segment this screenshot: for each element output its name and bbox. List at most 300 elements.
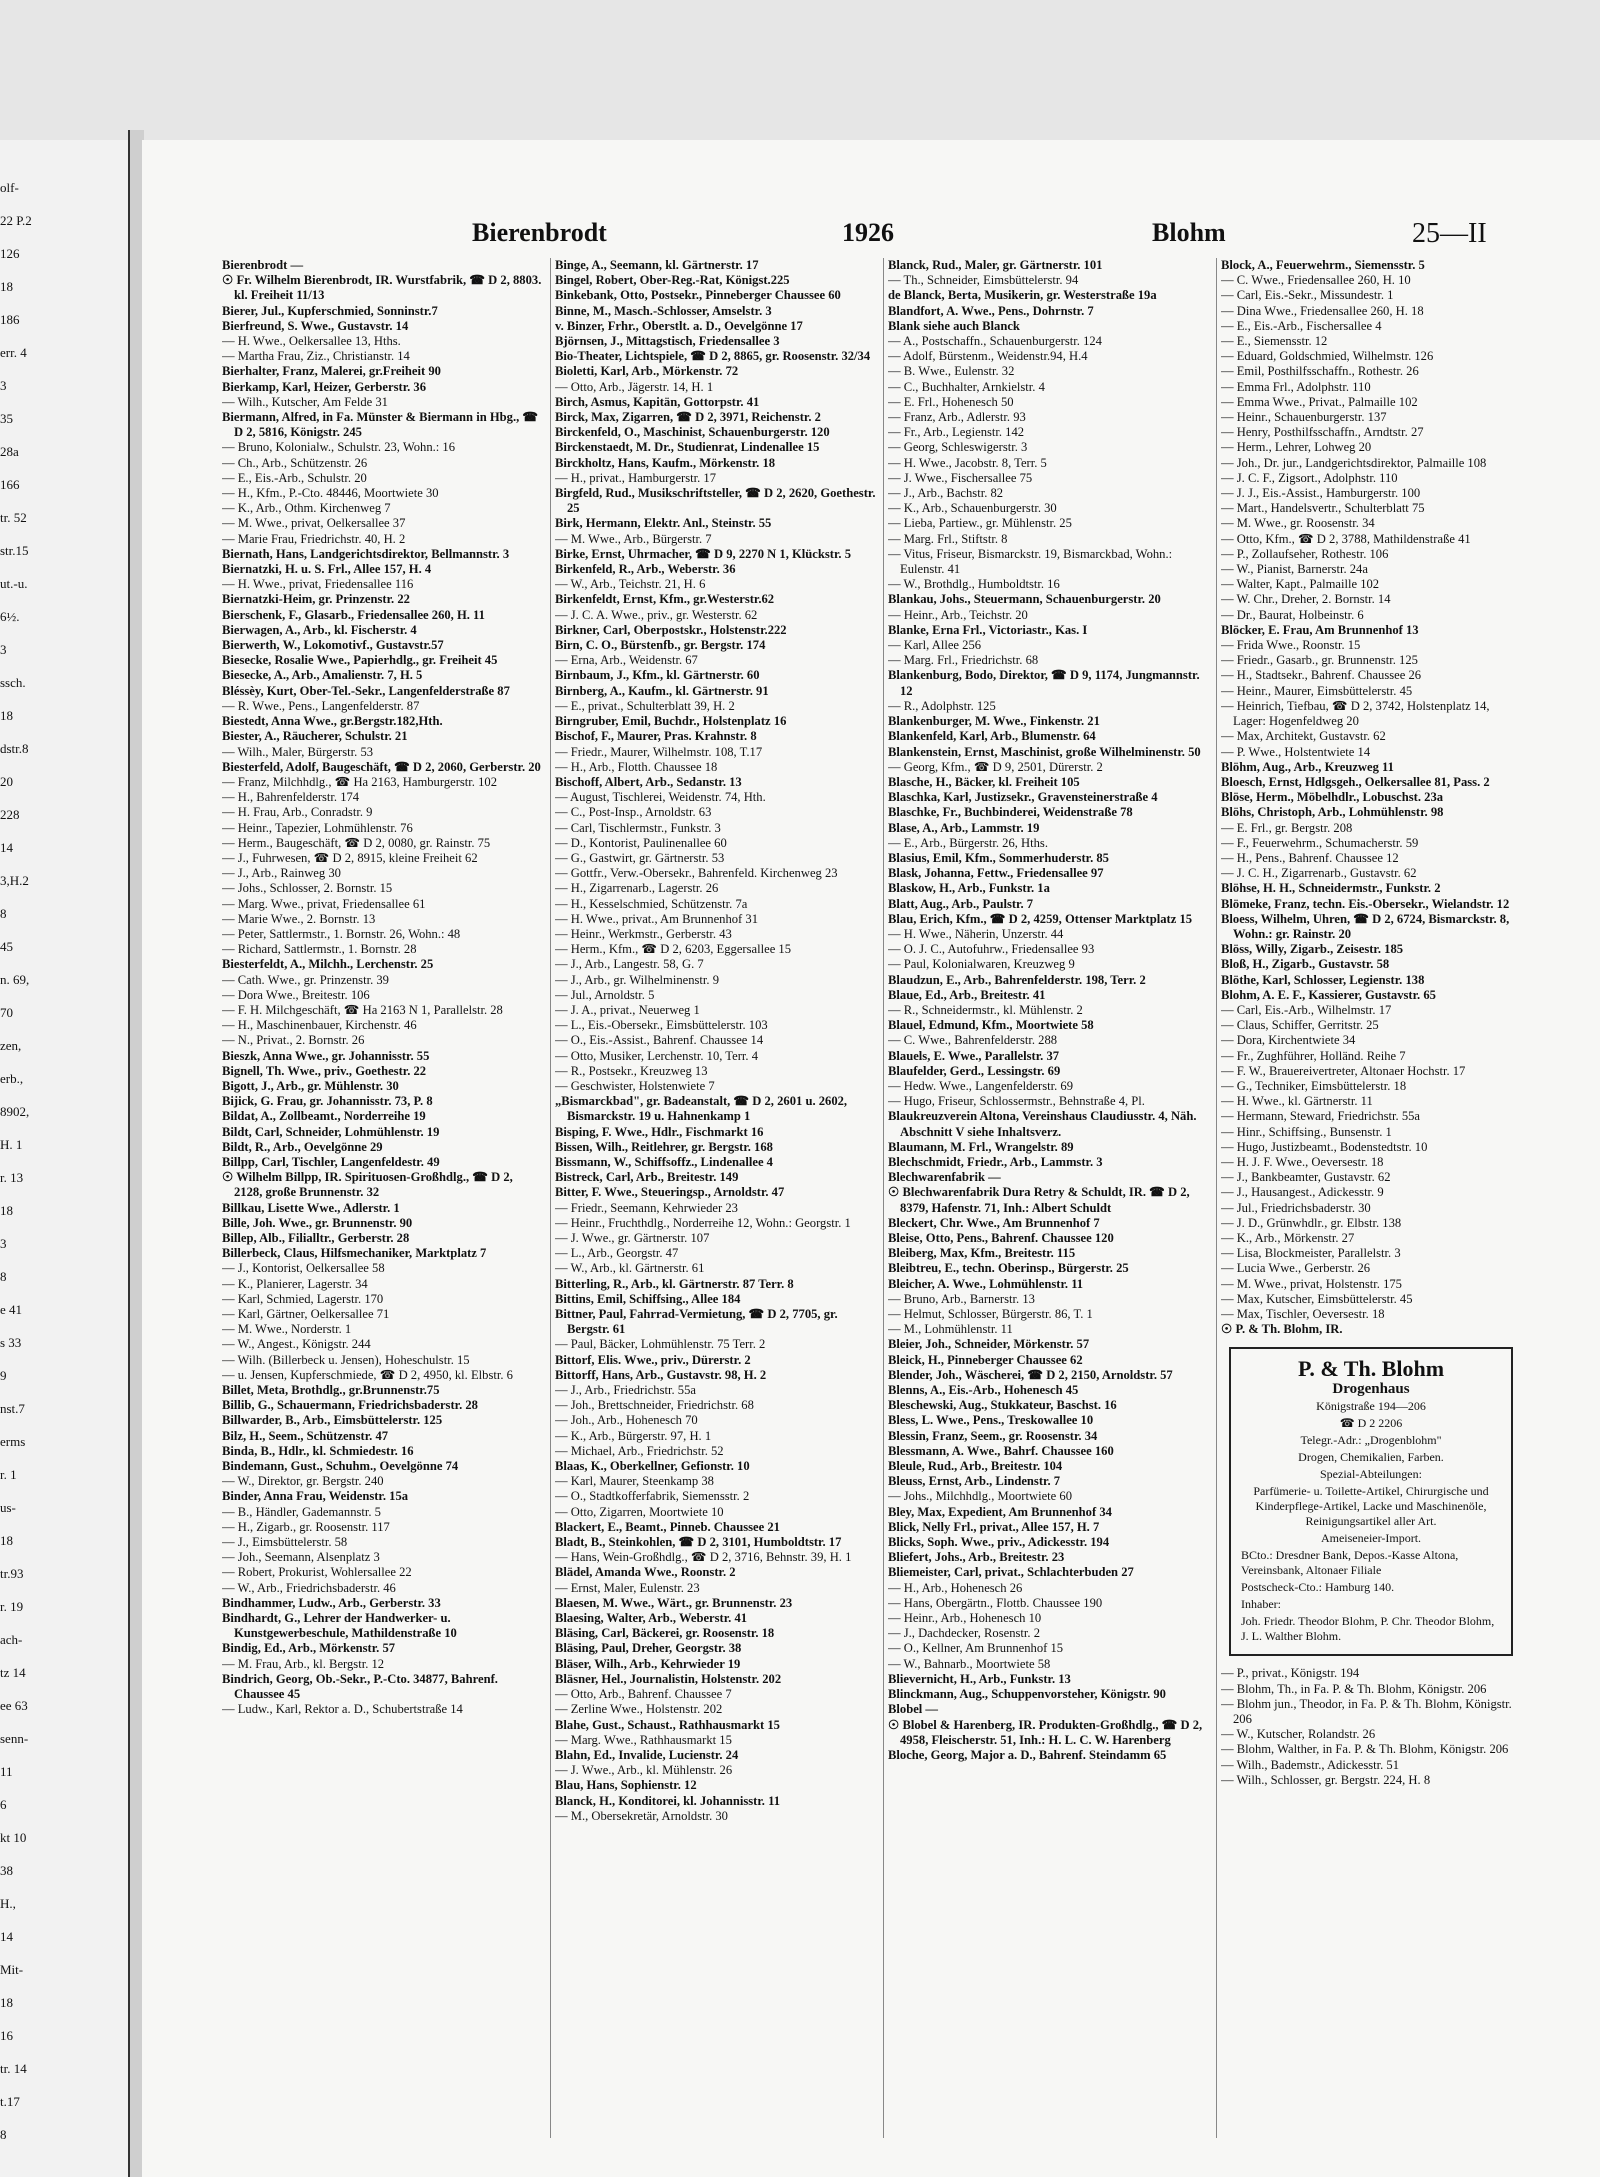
directory-entry: — Herm., Lehrer, Lohweg 20 [1221, 440, 1372, 455]
directory-entry: Birckenstaedt, M. Dr., Studienrat, Lindenallee 15 [555, 440, 820, 455]
adjacent-page-fragment: 8 [0, 906, 7, 921]
directory-entry: Blechwarenfabrik — [888, 1170, 1001, 1185]
directory-entry: Birkenfeld, R., Arb., Weberstr. 36 [555, 562, 736, 577]
directory-entry: Bierenbrodt — [222, 258, 304, 272]
directory-entry: Bitter, F. Wwe., Steueringsp., Arnoldstr. 47 [555, 1185, 785, 1200]
directory-entry: — M. Wwe., privat, Oelkersallee 37 [222, 516, 406, 531]
directory-entry: — Marg. Frl., Friedrichstr. 68 [888, 653, 1039, 668]
directory-entry: — M. Frau, Arb., kl. Bergstr. 12 [222, 1656, 385, 1671]
directory-entry: — F., Feuerwehrm., Schumacherstr. 59 [1221, 835, 1419, 850]
directory-entry: — Marie Frau, Friedrichstr. 40, H. 2 [222, 531, 406, 546]
directory-entry: Blask, Johanna, Fettw., Friedensallee 97 [888, 866, 1104, 881]
adjacent-page-fragment: zen, [0, 1038, 22, 1053]
directory-entry: ☉ Blobel & Harenberg, IR. Produkten-Großhdlg., ☎ D 2, 4958, Fleischerstr. 51, Inh.: H. L. C. W. Harenberg [888, 1717, 1203, 1747]
directory-entry: — Hans, Wein-Großhdlg., ☎ D 2, 3716, Behnstr. 39, H. 1 [555, 1550, 852, 1565]
directory-entry: — J. C. F., Zigsort., Adolphstr. 110 [1221, 470, 1398, 485]
directory-entry: — G., Techniker, Eimsbüttelerstr. 18 [1221, 1078, 1407, 1093]
directory-entry: de Blanck, Berta, Musikerin, gr. Westerstraße 19a [888, 288, 1157, 303]
directory-entry: Birke, Ernst, Uhrmacher, ☎ D 9, 2270 N 1, Klückstr. 5 [555, 546, 852, 561]
directory-entry: Birckenfeld, O., Maschinist, Schauenburgerstr. 120 [555, 425, 830, 440]
directory-entry: Binda, B., Hdlr., kl. Schmiedestr. 16 [222, 1443, 414, 1458]
directory-entry: Bissmann, W., Schiffsoffz., Lindenallee 4 [555, 1154, 773, 1169]
adjacent-page-fragment: r. 13 [0, 1170, 24, 1185]
adjacent-page-fragment: 126 [0, 246, 20, 261]
directory-entry: Biernatzki, H. u. S. Frl., Allee 157, H. 4 [222, 562, 432, 577]
directory-entry: — August, Tischlerei, Weidenstr. 74, Hth. [555, 790, 766, 805]
directory-entry: — F. W., Brauereivertreter, Altonaer Hochstr. 17 [1221, 1063, 1466, 1078]
adjacent-page-fragment: 18 [0, 279, 13, 294]
adjacent-page-fragment: senn- [0, 1731, 29, 1746]
directory-entry: Blauel, Edmund, Kfm., Moortwiete 58 [888, 1018, 1094, 1033]
directory-entry: Blanck, H., Konditorei, kl. Johannisstr. 11 [555, 1793, 780, 1808]
directory-entry: — Hinr., Schiffsing., Bunsenstr. 1 [1221, 1124, 1392, 1139]
directory-entry: — Karl, Schmied, Lagerstr. 170 [222, 1291, 384, 1306]
directory-entry: — Georg, Kfm., ☎ D 9, 2501, Dürerstr. 2 [888, 759, 1103, 774]
directory-entry: Bindhammer, Ludw., Arb., Gerberstr. 33 [222, 1595, 441, 1610]
directory-entry: — H. Wwe., privat., Am Brunnenhof 31 [555, 911, 758, 926]
directory-entry: — M. Wwe., Arb., Bürgerstr. 7 [555, 531, 712, 546]
directory-entry: — Joh., Brettschneider, Friedrichstr. 68 [555, 1398, 754, 1413]
page-number: 25—II [1412, 218, 1487, 249]
directory-entry: — Heinr., Maurer, Eimsbüttelerstr. 45 [1221, 683, 1413, 698]
directory-entry: — M., Lohmühlenstr. 11 [888, 1322, 1013, 1337]
adjacent-page-fragment: olf- [0, 180, 19, 195]
directory-entry: Birkenfeldt, Ernst, Kfm., gr.Westerstr.62 [555, 592, 775, 607]
directory-entry: — H., Kfm., P.-Cto. 48446, Moortwiete 30 [222, 486, 439, 501]
adjacent-page-fragment: e 41 [0, 1302, 23, 1317]
directory-entry: Bleschewski, Aug., Stukkateur, Baschst. 16 [888, 1398, 1117, 1413]
adjacent-page-fragment: erb., [0, 1071, 24, 1086]
directory-entry: — Wilh., Kutscher, Am Felde 31 [222, 394, 388, 409]
directory-entry: — Karl, Gärtner, Oelkersallee 71 [222, 1307, 390, 1322]
directory-entry: — Th., Schneider, Eimsbüttelerstr. 94 [888, 273, 1079, 288]
adjacent-page-fragment: ssch. [0, 675, 26, 690]
directory-entry: Biesecke, Rosalie Wwe., Papierhdlg., gr. Freiheit 45 [222, 653, 498, 668]
directory-entry: — Herm., Kfm., ☎ D 2, 6203, Eggersallee 15 [555, 942, 792, 957]
directory-entry: — Adolf, Bürstenm., Weidenstr.94, H.4 [888, 349, 1088, 364]
directory-entry: Blank siehe auch Blanck [888, 318, 1020, 333]
directory-entry: Bliemeister, Carl, privat., Schlachterbuden 27 [888, 1565, 1134, 1580]
directory-entry: Bille, Joh. Wwe., gr. Brunnenstr. 90 [222, 1215, 413, 1230]
directory-entry: — Claus, Schiffer, Gerritstr. 25 [1221, 1018, 1379, 1033]
directory-entry: Biermann, Alfred, in Fa. Münster & Biermann in Hbg., ☎ D 2, 5816, Königstr. 245 [222, 410, 539, 440]
adjacent-page-fragment: 9 [0, 1368, 7, 1383]
directory-entry: ☉ P. & Th. Blohm, IR. [1221, 1322, 1343, 1337]
directory-entry: Blobel — [888, 1702, 939, 1717]
directory-entry: — Erna, Arb., Weidenstr. 67 [555, 653, 698, 668]
adjacent-page-fragment: 8 [0, 2127, 7, 2142]
directory-entry: — K., Arb., Othm. Kirchenweg 7 [222, 501, 391, 516]
directory-entry: — Bruno, Arb., Barnerstr. 13 [888, 1291, 1035, 1306]
directory-entry: — Helmut, Schlosser, Bürgerstr. 86, T. 1 [888, 1307, 1093, 1322]
directory-entry: — Friedr., Gasarb., gr. Brunnenstr. 125 [1221, 653, 1418, 668]
directory-entry: — Blohm, Th., in Fa. P. & Th. Blohm, Königstr. 206 [1221, 1681, 1487, 1696]
directory-entry: — Michael, Arb., Friedrichstr. 52 [555, 1443, 724, 1458]
directory-entry: Binkebank, Otto, Postsekr., Pinneberger Chaussee 60 [555, 288, 841, 303]
directory-entry: — Geschwister, Holstenwiete 7 [555, 1078, 715, 1093]
adjacent-page-fragment: H. 1 [0, 1137, 23, 1152]
directory-entry: — Friedr., Seemann, Kehrwieder 23 [555, 1200, 738, 1215]
directory-entry: — E., privat., Schulterblatt 39, H. 2 [555, 698, 735, 713]
directory-entry: Blaesing, Walter, Arb., Weberstr. 41 [555, 1611, 748, 1626]
directory-entry: Bio-Theater, Lichtspiele, ☎ D 2, 8865, gr. Roosenstr. 32/34 [555, 349, 871, 364]
directory-entry: Bloess, Wilhelm, Uhren, ☎ D 2, 6724, Bismarckstr. 8, Wohn.: gr. Rainstr. 20 [1221, 911, 1510, 941]
directory-entry: Birck, Max, Zigarren, ☎ D 2, 3971, Reichenstr. 2 [555, 410, 821, 425]
directory-entry: Blaschka, Karl, Justizsekr., Gravensteinerstraße 4 [888, 790, 1158, 805]
directory-entry: — Marg. Wwe., Rathhausmarkt 15 [555, 1732, 732, 1747]
directory-entry: — Wilh. (Billerbeck u. Jensen), Hoheschulstr. 15 [222, 1352, 470, 1367]
adjacent-page-fragment: tr.93 [0, 1566, 24, 1581]
directory-entry: Bläser, Wilh., Arb., Kehrwieder 19 [555, 1656, 741, 1671]
directory-entry: Bindemann, Gust., Schuhm., Oevelgönne 74 [222, 1459, 459, 1474]
directory-entry: Binge, A., Seemann, kl. Gärtnerstr. 17 [555, 258, 759, 272]
adjacent-page-fragment: us- [0, 1500, 16, 1515]
directory-entry: Blasius, Emil, Kfm., Sommerhuderstr. 85 [888, 850, 1109, 865]
directory-entry: — B., Händler, Gademannstr. 5 [222, 1504, 381, 1519]
directory-entry: Bläsing, Carl, Bäckerei, gr. Roosenstr. 18 [555, 1626, 775, 1641]
directory-entry: — Richard, Sattlermstr., 1. Bornstr. 28 [222, 942, 417, 957]
directory-entry: Blessin, Franz, Seem., gr. Roosenstr. 34 [888, 1428, 1098, 1443]
adjacent-page-fragment: str.15 [0, 543, 29, 558]
directory-entry: Blanke, Erna Frl., Victoriastr., Kas. I [888, 622, 1088, 637]
ad-goods: Drogen, Chemikalien, Farben. [1298, 1450, 1444, 1465]
running-head-right: Blohm [1152, 218, 1226, 247]
directory-entry: — K., Arb., Schauenburgerstr. 30 [888, 501, 1057, 516]
directory-entry: v. Binzer, Frhr., Oberstlt. a. D., Oevelgönne 17 [555, 318, 803, 333]
directory-entry: Blaudzun, E., Arb., Bahrenfelderstr. 198, Terr. 2 [888, 972, 1146, 987]
directory-entry: Blanck, Rud., Maler, gr. Gärtnerstr. 101 [888, 258, 1103, 272]
directory-entry: Billkau, Lisette Wwe., Adlerstr. 1 [222, 1200, 400, 1215]
directory-entry: — J., Arb., Langestr. 58, G. 7 [555, 957, 704, 972]
directory-entry: Bleise, Otto, Pens., Bahrenf. Chaussee 120 [888, 1231, 1114, 1245]
adjacent-page-fragment: 8902, [0, 1104, 30, 1119]
directory-entry: — L., Arb., Georgstr. 47 [555, 1246, 679, 1261]
adjacent-page-fragment: kt 10 [0, 1830, 27, 1845]
directory-entry: Biernath, Hans, Landgerichtsdirektor, Bellmannstr. 3 [222, 546, 510, 561]
directory-entry: — R., Adolphstr. 125 [888, 698, 996, 713]
directory-entry: — W., Arb., kl. Gärtnerstr. 61 [555, 1261, 705, 1276]
directory-entry: — W. Chr., Dreher, 2. Bornstr. 14 [1221, 592, 1391, 607]
directory-entry: Billib, G., Schauermann, Friedrichsbaderstr. 28 [222, 1398, 478, 1413]
directory-entry: — J., Bankbeamter, Gustavstr. 62 [1221, 1170, 1391, 1185]
directory-entry: Bierschenk, F., Glasarb., Friedensallee 260, H. 11 [222, 607, 485, 622]
directory-entry: Bléssèy, Kurt, Ober-Tel.-Sekr., Langenfelderstraße 87 [222, 683, 510, 698]
directory-entry: Blöcker, E. Frau, Am Brunnenhof 13 [1221, 622, 1419, 637]
directory-entry: — Heinr., Werkmstr., Gerberstr. 43 [555, 926, 732, 941]
directory-entry: — Lisa, Blockmeister, Parallelstr. 3 [1221, 1246, 1401, 1261]
directory-entry: Blicks, Soph. Wwe., priv., Adickesstr. 194 [888, 1535, 1110, 1550]
directory-entry: — Franz, Milchhdlg., ☎ Ha 2163, Hamburgerstr. 102 [222, 774, 497, 789]
directory-entry: — Bruno, Kolonialw., Schulstr. 23, Wohn.: 16 [222, 440, 456, 455]
directory-entry: — C. Wwe., Bahrenfelderstr. 288 [888, 1033, 1058, 1048]
directory-entry: — Emma Wwe., Privat., Palmaille 102 [1221, 394, 1418, 409]
adjacent-page-fragment: 8 [0, 1269, 7, 1284]
ad-phone: ☎ D 2 2206 [1339, 1416, 1403, 1431]
directory-entry: — H. Wwe., Jacobstr. 8, Terr. 5 [888, 455, 1047, 470]
directory-entry: — H., Kesselschmied, Schützenstr. 7a [555, 896, 748, 911]
directory-entry: Blaumann, M. Frl., Wrangelstr. 89 [888, 1139, 1074, 1154]
running-head-left: Bierenbrodt [472, 218, 607, 247]
directory-entry: — Carl, Tischlermstr., Funkstr. 3 [555, 820, 721, 835]
adjacent-page-fragment: 3 [0, 378, 7, 393]
directory-entry: Blaesen, M. Wwe., Wärt., gr. Brunnenstr. 23 [555, 1595, 793, 1610]
adjacent-page-fragment: 3 [0, 1236, 7, 1251]
directory-entry: — C., Buchhalter, Arnkielstr. 4 [888, 379, 1045, 394]
directory-entry: — Hans, Obergärtn., Flottb. Chaussee 190 [888, 1595, 1103, 1610]
directory-entry: Bingel, Robert, Ober-Reg.-Rat, Königst.225 [555, 273, 790, 288]
directory-entry: — J., Fuhrwesen, ☎ D 2, 8915, kleine Freiheit 62 [222, 850, 478, 865]
adjacent-page-fragment: tr. 14 [0, 2061, 27, 2076]
ad-telegram: Telegr.-Adr.: „Drogenblohm" [1300, 1433, 1442, 1448]
directory-entry: — M., Obersekretär, Arnoldstr. 30 [555, 1808, 728, 1823]
directory-entry: — E., Arb., Bürgerstr. 26, Hths. [888, 835, 1048, 850]
directory-entry: Blackert, E., Beamt., Pinneb. Chaussee 21 [555, 1519, 780, 1534]
directory-entry: — J., Kontorist, Oelkersallee 58 [222, 1261, 385, 1276]
directory-entry: Blöss, Willy, Zigarb., Zeisestr. 185 [1221, 942, 1404, 957]
directory-entry: Billpp, Carl, Tischler, Langenfeldestr. 49 [222, 1154, 440, 1169]
directory-entry: Blohm, A. E. F., Kassierer, Gustavstr. 65 [1221, 987, 1436, 1002]
directory-entry: Blievernicht, H., Arb., Funkstr. 13 [888, 1671, 1071, 1686]
directory-entry: — G., Gastwirt, gr. Gärtnerstr. 53 [555, 850, 725, 865]
directory-entry: — H. J. F. Wwe., Oeversestr. 18 [1221, 1154, 1384, 1169]
directory-entry: — P., Zollaufseher, Rothestr. 106 [1221, 546, 1389, 561]
adjacent-page-fragment: erms [0, 1434, 26, 1449]
ad-banks: BCto.: Dresdner Bank, Depos.-Kasse Altona, Vereinsbank, Altonaer Filiale [1241, 1548, 1459, 1578]
directory-entry: — Hedw. Wwe., Langenfelderstr. 69 [888, 1078, 1074, 1093]
directory-entry: Bleule, Rud., Arb., Breitestr. 104 [888, 1459, 1063, 1474]
directory-entry: Binder, Anna Frau, Weidenstr. 15a [222, 1489, 409, 1504]
directory-entry: Bitterling, R., Arb., kl. Gärtnerstr. 87 Terr. 8 [555, 1276, 794, 1291]
directory-entry: — H. Wwe., kl. Gärtnerstr. 11 [1221, 1094, 1373, 1109]
adjacent-page-fragment: nst.7 [0, 1401, 25, 1416]
directory-entry: Blaukreuzverein Altona, Vereinshaus Claudiusstr. 4, Näh. Abschnitt V siehe Inhaltsverz. [888, 1109, 1197, 1139]
directory-entry: — H. Wwe., Näherin, Unzerstr. 44 [888, 926, 1064, 941]
directory-entry: Bierwagen, A., Arb., kl. Fischerstr. 4 [222, 622, 417, 637]
directory-entry: — Dora Wwe., Breitestr. 106 [222, 987, 370, 1002]
directory-entry: — J. Wwe., Fischersallee 75 [888, 470, 1033, 485]
directory-entry: — Frida Wwe., Roonstr. 15 [1221, 638, 1361, 653]
directory-entry: — H., Pens., Bahrenf. Chaussee 12 [1221, 850, 1399, 865]
directory-entry: — Dora, Kirchentwiete 34 [1221, 1033, 1356, 1048]
directory-entry: Bilz, H., Seem., Schützenstr. 47 [222, 1428, 389, 1443]
directory-entry: — Hugo, Friseur, Schlossermstr., Behnstraße 4, Pl. [888, 1094, 1145, 1109]
directory-entry: Blankenfeld, Karl, Arb., Blumenstr. 64 [888, 729, 1096, 744]
ad-dept-head: Spezial-Abteilungen: [1320, 1467, 1422, 1482]
directory-entry: Bisping, F. Wwe., Hdlr., Fischmarkt 16 [555, 1124, 764, 1139]
adjacent-page-fragment: 6 [0, 1797, 7, 1812]
directory-entry: Bindig, Ed., Arb., Mörkenstr. 57 [222, 1641, 396, 1656]
directory-entry: Biernatzki-Heim, gr. Prinzenstr. 22 [222, 592, 410, 607]
directory-entry: — Marie Wwe., 2. Bornstr. 13 [222, 911, 376, 926]
directory-entry: Birngruber, Emil, Buchdr., Holstenplatz 16 [555, 714, 787, 729]
directory-entry: — Gottfr., Verw.-Obersekr., Bahrenfeld. Kirchenweg 23 [555, 866, 838, 881]
directory-entry: Bläsing, Paul, Dreher, Georgstr. 38 [555, 1641, 742, 1656]
adjacent-page-fragment: err. 4 [0, 345, 27, 360]
directory-entry: — O. J. C., Autofuhrw., Friedensallee 93 [888, 942, 1095, 957]
directory-entry: Billerbeck, Claus, Hilfsmechaniker, Marktplatz 7 [222, 1246, 487, 1261]
ad-address: Königstraße 194—206 [1316, 1399, 1426, 1414]
directory-entry: — P. Wwe., Holstentwiete 14 [1221, 744, 1371, 759]
adjacent-page-fragment: H., [0, 1896, 16, 1911]
directory-entry: — J., Arb., Friedrichstr. 55a [555, 1383, 696, 1398]
ad-title: P. & Th. Blohm [1297, 1356, 1445, 1382]
directory-entry: — W., Kutscher, Rolandstr. 26 [1221, 1727, 1376, 1742]
directory-entry: — Friedr., Maurer, Wilhelmstr. 108, T.17 [555, 744, 763, 759]
directory-entry: Blenns, A., Eis.-Arb., Hohenesch 45 [888, 1383, 1079, 1398]
directory-entry: Bissen, Wilh., Reitlehrer, gr. Bergstr. 168 [555, 1139, 773, 1154]
directory-entry: Blankenstein, Ernst, Maschinist, große Wilhelminenstr. 50 [888, 744, 1201, 759]
directory-entry: Bleibtreu, E., techn. Oberinsp., Bürgerstr. 25 [888, 1261, 1129, 1276]
directory-entry: — Joh., Arb., Hohenesch 70 [555, 1413, 698, 1428]
column-1 [222, 258, 551, 2138]
adjacent-page-fragment: 14 [0, 1929, 13, 1944]
directory-entry: — H. Wwe., privat, Friedensallee 116 [222, 577, 414, 592]
directory-entry: — O., Kellner, Am Brunnenhof 15 [888, 1641, 1064, 1656]
adjacent-page-fragment: n. 69, [0, 972, 30, 987]
directory-entry: — Martha Frau, Ziz., Christianstr. 14 [222, 349, 410, 364]
adjacent-page-fragment: 28a [0, 444, 19, 459]
directory-entry: Birn, C. O., Bürstenfb., gr. Bergstr. 174 [555, 638, 766, 653]
directory-entry: — J., Dachdecker, Rosenstr. 2 [888, 1626, 1040, 1641]
adjacent-page-fragment: ach- [0, 1632, 23, 1647]
directory-entry: — Ch., Arb., Schützenstr. 26 [222, 455, 368, 470]
directory-entry: — K., Arb., Mörkenstr. 27 [1221, 1231, 1355, 1245]
directory-entry: Blöse, Herm., Möbelhdlr., Lobuschst. 23a [1221, 790, 1444, 805]
directory-entry: — J., Eimsbüttelerstr. 58 [222, 1535, 348, 1550]
directory-entry: — Ernst, Maler, Eulenstr. 23 [555, 1580, 700, 1595]
directory-entry: — Georg, Schleswigerstr. 3 [888, 440, 1028, 455]
directory-entry: Blaue, Ed., Arb., Breitestr. 41 [888, 987, 1046, 1002]
directory-entry: Bittner, Paul, Fahrrad-Vermietung, ☎ D 2, 7705, gr. Bergstr. 61 [555, 1307, 838, 1337]
directory-entry: — O., Stadtkofferfabrik, Siemensstr. 2 [555, 1489, 750, 1504]
directory-entry: — P., privat., Königstr. 194 [1221, 1666, 1360, 1681]
adjacent-page-fragment: 22 P.2 [0, 213, 32, 228]
directory-entry: Bischof, F., Maurer, Pras. Krahnstr. 8 [555, 729, 757, 744]
directory-entry: — Joh., Dr. jur., Landgerichtsdirektor, Palmaille 108 [1221, 455, 1487, 470]
directory-entry: — Wilh., Maler, Bürgerstr. 53 [222, 744, 374, 759]
ad-postcheck: Postscheck-Cto.: Hamburg 140. [1241, 1580, 1395, 1595]
directory-entry: — Otto, Arb., Bahrenf. Chaussee 7 [555, 1687, 732, 1702]
column-4-tail-entries [1221, 1666, 1521, 1788]
adjacent-page-fragment: ee 63 [0, 1698, 28, 1713]
directory-entry: Blaschke, Fr., Buchbinderei, Weidenstraße 78 [888, 805, 1133, 820]
ad-subtitle: Drogenhaus [1332, 1381, 1410, 1398]
directory-entry: — Marg. Wwe., privat, Friedensallee 61 [222, 896, 426, 911]
directory-entry: — W., Bahnarb., Moortwiete 58 [888, 1656, 1051, 1671]
directory-entry: Bloß, H., Zigarb., Gustavstr. 58 [1221, 957, 1390, 972]
directory-entry: Birkner, Carl, Oberpostskr., Holstenstr.222 [555, 622, 787, 637]
directory-entry: — W., Arb., Friedrichsbaderstr. 46 [222, 1580, 396, 1595]
directory-entry: — J. D., Grünwhdlr., gr. Elbstr. 138 [1221, 1215, 1402, 1230]
directory-entry: — H., Stadtsekr., Bahrenf. Chaussee 26 [1221, 668, 1422, 683]
directory-entry: Birk, Hermann, Elektr. Anl., Steinstr. 55 [555, 516, 772, 531]
directory-entry: — J., Arb., Rainweg 30 [222, 866, 341, 881]
adjacent-page-fragment: 11 [0, 1764, 13, 1779]
directory-entry: — Heinr., Schauenburgerstr. 137 [1221, 410, 1387, 425]
directory-entry: Bloche, Georg, Major a. D., Bahrenf. Steindamm 65 [888, 1747, 1167, 1762]
directory-entry: — Herm., Baugeschäft, ☎ D 2, 0080, gr. Rainstr. 75 [222, 835, 491, 850]
directory-entry: Bleicher, A. Wwe., Lohmühlenstr. 11 [888, 1276, 1084, 1291]
directory-entry: Bierhalter, Franz, Malerei, gr.Freiheit 90 [222, 364, 441, 379]
directory-entry: — R., Postsekr., Kreuzweg 13 [555, 1063, 708, 1078]
directory-entry: — H., privat., Hamburgerstr. 17 [555, 470, 717, 485]
directory-entry: Bläsner, Hel., Journalistin, Holstenstr. 202 [555, 1671, 782, 1686]
directory-entry: — Heinr., Tapezier, Lohmühlenstr. 76 [222, 820, 413, 835]
directory-entry: — H., Zigarrenarb., Lagerstr. 26 [555, 881, 719, 896]
directory-entry: Blankenburg, Bodo, Direktor, ☎ D 9, 1174, Jungmannstr. 12 [888, 668, 1200, 698]
adjacent-page-fragment: 20 [0, 774, 13, 789]
directory-entry: — J., Hausangest., Adickesstr. 9 [1221, 1185, 1384, 1200]
directory-entry: — Cath. Wwe., gr. Prinzenstr. 39 [222, 972, 389, 987]
directory-entry: — Hugo, Justizbeamt., Bodenstedtstr. 10 [1221, 1139, 1428, 1154]
adjacent-page-fragment: 14 [0, 840, 13, 855]
directory-entry: — Johs., Schlosser, 2. Bornstr. 15 [222, 881, 393, 896]
directory-entry: Björnsen, J., Mittagstisch, Friedensallee 3 [555, 334, 780, 349]
directory-entry: Binne, M., Masch.-Schlosser, Amselstr. 3 [555, 303, 772, 318]
adjacent-page-fragment: 18 [0, 1995, 13, 2010]
directory-entry: Blahe, Gust., Schaust., Rathhausmarkt 15 [555, 1717, 780, 1732]
directory-entry: Bindrich, Georg, Ob.-Sekr., P.-Cto. 34877, Bahrenf. Chaussee 45 [222, 1671, 498, 1702]
directory-entry: Blankau, Johs., Steuermann, Schauenburgerstr. 20 [888, 592, 1161, 607]
directory-entry: — Carl, Eis.-Sekr., Missundestr. 1 [1221, 288, 1394, 303]
directory-entry: — Dina Wwe., Friedensallee 260, H. 18 [1221, 303, 1424, 318]
directory-entry: Blau, Hans, Sophienstr. 12 [555, 1778, 697, 1793]
directory-entry: Blädel, Amanda Wwe., Roonstr. 2 [555, 1565, 736, 1580]
directory-entry: — W., Arb., Teichstr. 21, H. 6 [555, 577, 706, 592]
directory-entry: — Fr., Zughführer, Holländ. Reihe 7 [1221, 1048, 1406, 1063]
directory-entry: Blaufelder, Gerd., Lessingstr. 69 [888, 1063, 1061, 1078]
directory-entry: — Peter, Sattlermstr., 1. Bornstr. 26, Wohn.: 48 [222, 926, 461, 941]
directory-entry: Blinckmann, Aug., Schuppenvorsteher, Königstr. 90 [888, 1687, 1166, 1702]
directory-entry: Bierwerth, W., Lokomotivf., Gustavstr.57 [222, 638, 444, 653]
directory-entry: Biesecke, A., Arb., Amalienstr. 7, H. 5 [222, 668, 423, 683]
directory-entry: — Joh., Seemann, Alsenplatz 3 [222, 1550, 380, 1565]
directory-entry: — H., Zigarb., gr. Roosenstr. 117 [222, 1519, 390, 1534]
directory-entry: — M. Wwe., privat, Holstenstr. 175 [1221, 1276, 1402, 1291]
directory-entry: Bleick, H., Pinneberger Chaussee 62 [888, 1352, 1083, 1367]
directory-entry: — K., Planierer, Lagerstr. 34 [222, 1276, 368, 1291]
directory-entry: Blatt, Aug., Arb., Paulstr. 7 [888, 896, 1034, 911]
directory-entry: — Otto, Musiker, Lerchenstr. 10, Terr. 4 [555, 1048, 758, 1063]
directory-entry: — Heinr., Arb., Hohenesch 10 [888, 1611, 1042, 1626]
directory-entry: — J. A., privat., Neuerweg 1 [555, 1002, 700, 1017]
adjacent-page-fragment: Mit- [0, 1962, 24, 1977]
directory-entry: Bloesch, Ernst, Hdlgsgeh., Oelkersallee 81, Pass. 2 [1221, 774, 1490, 789]
directory-entry: — Heinr., Fruchthdlg., Norderreihe 12, Wohn.: Georgstr. 1 [555, 1215, 851, 1230]
directory-entry: — E., Eis.-Arb., Fischersallee 4 [1221, 318, 1382, 333]
directory-entry: — H., Bahrenfelderstr. 174 [222, 790, 360, 805]
directory-entry: Birgfeld, Rud., Musikschriftsteller, ☎ D 2, 2620, Goethestr. 25 [555, 486, 876, 516]
adjacent-page-fragment: s 33 [0, 1335, 22, 1350]
directory-entry: — R. Wwe., Pens., Langenfelderstr. 87 [222, 698, 420, 713]
directory-entry: — Karl, Allee 256 [888, 638, 982, 653]
adjacent-page-fragment: ut.-u. [0, 576, 28, 591]
directory-entry: — Wilh., Schlosser, gr. Bergstr. 224, H. 8 [1221, 1772, 1431, 1787]
directory-entry: Blau, Erich, Kfm., ☎ D 2, 4259, Ottenser Marktplatz 15 [888, 911, 1193, 926]
directory-entry: — D., Kontorist, Paulinenallee 60 [555, 835, 727, 850]
directory-entry: Bildt, Carl, Schneider, Lohmühlenstr. 19 [222, 1124, 440, 1139]
directory-entry: Bischoff, Albert, Arb., Sedanstr. 13 [555, 774, 742, 789]
adjacent-page-fragment: 16 [0, 2028, 13, 2043]
column-2 [555, 258, 884, 2138]
adjacent-page-fragment: 6½. [0, 609, 20, 624]
directory-entry: — Vitus, Friseur, Bismarckstr. 19, Bismarckbad, Wohn.: Eulenstr. 41 [888, 546, 1173, 577]
adjacent-page-fragment: tz 14 [0, 1665, 26, 1680]
directory-entry: — W., Angest., Königstr. 244 [222, 1337, 371, 1352]
directory-page [142, 140, 1600, 2177]
directory-entry: — Johs., Milchhdlg., Moortwiete 60 [888, 1489, 1072, 1504]
directory-entry: Blöthe, Karl, Schlosser, Legienstr. 138 [1221, 972, 1425, 987]
